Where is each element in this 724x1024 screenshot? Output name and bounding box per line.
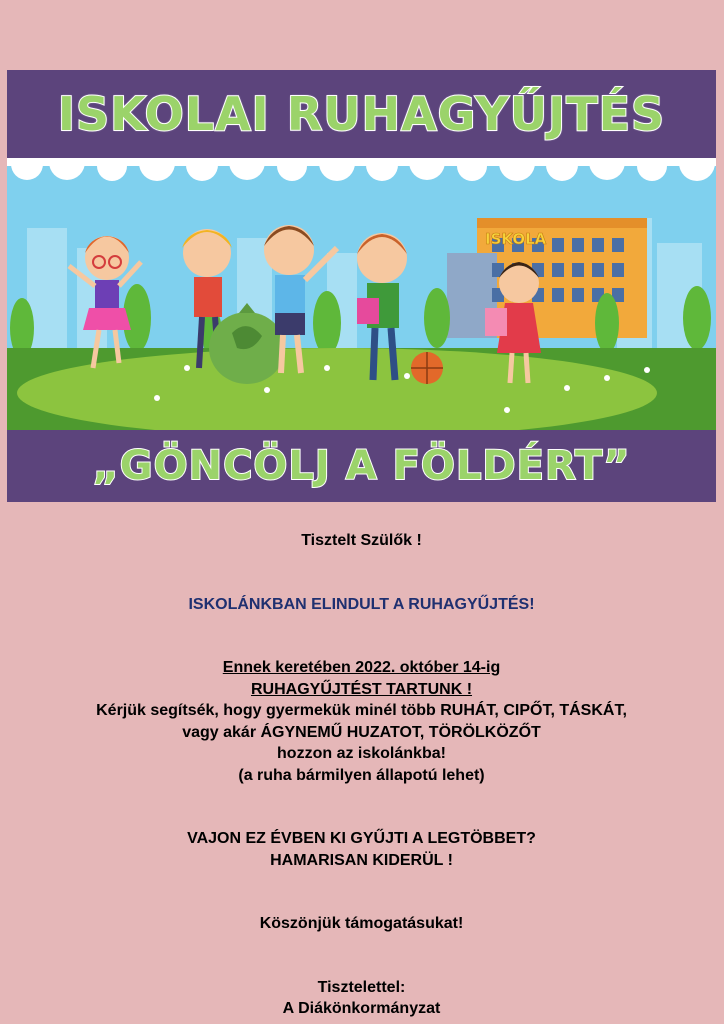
question-line: HAMARISAN KIDERÜL !	[270, 851, 453, 869]
request-line: (a ruha bármilyen állapotú lehet)	[238, 766, 485, 784]
signature: A Diákönkormányzat	[282, 1000, 441, 1017]
page-title: ISKOLAI RUHAGYŰJTÉS	[57, 87, 666, 141]
request-line: hozzon az iskolánkba!	[277, 745, 446, 762]
question-line: VAJON EZ ÉVBEN KI GYŰJTI A LEGTÖBBET?	[187, 830, 536, 847]
thanks-line: Köszönjük támogatásukat!	[259, 915, 464, 932]
request-line: vagy akár ÁGYNEMŰ HUZATOT, TÖRÖLKÖZŐT	[182, 723, 541, 741]
slogan-banner	[7, 430, 716, 502]
slogan: „GÖNCÖLJ A FÖLDÉRT”	[92, 443, 631, 489]
collection-line: RUHAGYŰJTÉST TARTUNK !	[250, 680, 473, 698]
basketball-icon	[411, 352, 443, 384]
title-banner	[7, 70, 716, 158]
children-recycling-illustration	[7, 158, 716, 430]
deadline-line: Ennek keretében 2022. október 14-ig	[222, 659, 501, 676]
salutation: Tisztelt Szülők !	[301, 532, 422, 549]
announcement-letter	[7, 530, 716, 1020]
announcement-headline: ISKOLÁNKBAN ELINDULT A RUHAGYŰJTÉS!	[188, 595, 535, 613]
request-line: Kérjük segítsék, hogy gyermekük minél több RUHÁT, CIPŐT, TÁSKÁT,	[96, 702, 627, 719]
school-sign: ISKOLA	[485, 230, 547, 248]
closing-line: Tisztelettel:	[317, 978, 406, 996]
